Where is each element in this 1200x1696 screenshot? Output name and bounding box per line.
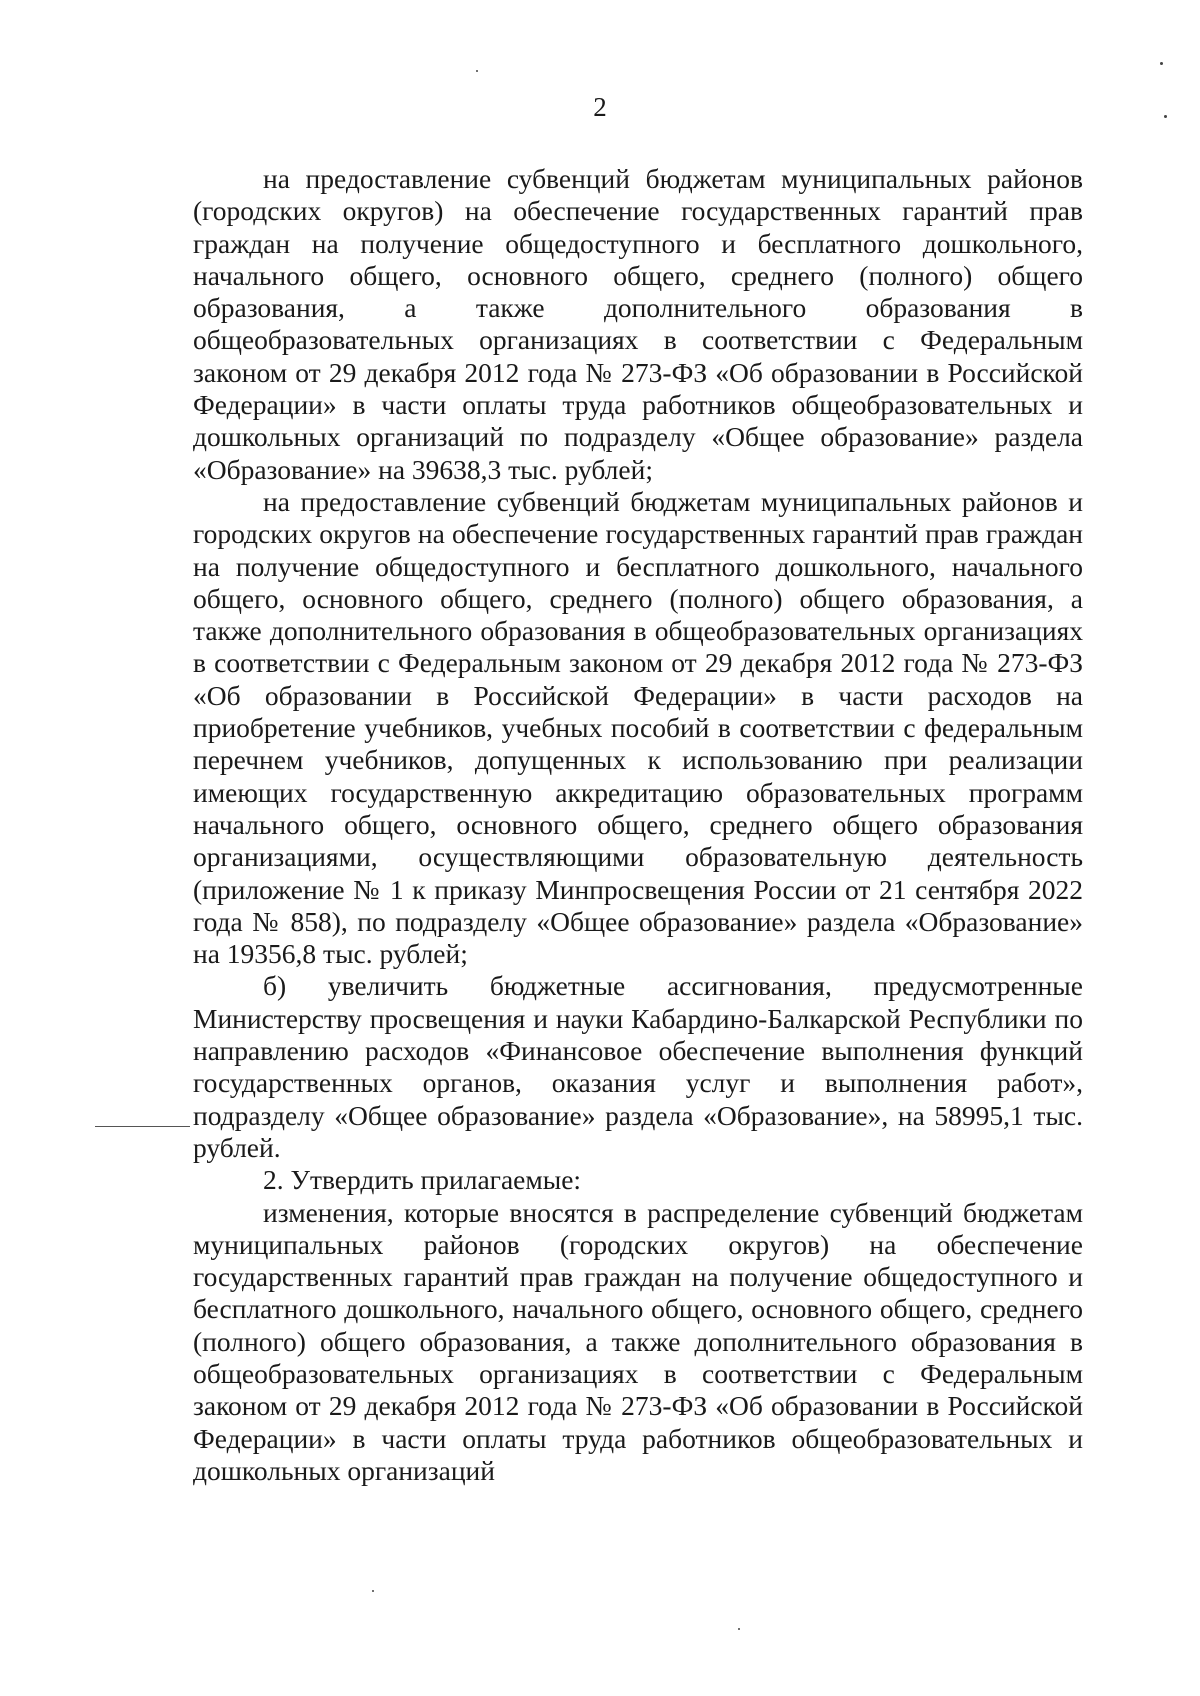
scan-margin-line: [95, 1126, 190, 1127]
paragraph-increase-allocations: б) увеличить бюджетные ассигнования, предусмотренные Министерству просвещения и науки Кабардино-Балкарской Республики по направлению расходов «Финансовое обеспечение выполнения функций государственных органов, оказания услуг и выполнения работ», подразделу «Общее образование» раздела «Образование», на 58995,1 тыс. рублей.: [193, 970, 1083, 1163]
scan-speck: [372, 1590, 374, 1592]
paragraph-approve: 2. Утвердить прилагаемые:: [263, 1164, 582, 1196]
paragraph-changes: изменения, которые вносятся в распределение субвенций бюджетам муниципальных районов (городских округов) на обеспечение государственных гарантий прав граждан на получение общедоступного и бесплатного дошкольного, начального общего, основного общего, среднего (полного) общего образования, а также дополнительного образования в общеобразовательных организациях в соответствии с Федеральным законом от 29 декабря 2012 года № 273-ФЗ «Об образовании в Российской Федерации» в части оплаты труда работников общеобразовательных и дошкольных организаций: [193, 1196, 1083, 1486]
paragraph-subvention-salary: на предоставление субвенций бюджетам муниципальных районов (городских округов) на обеспечение государственных гарантий прав граждан на получение общедоступного и бесплатного дошкольного, начального общего, основного общего, среднего (полного) общего образования, а также дополнительного образования в общеобразовательных организациях в соответствии с Федеральным законом от 29 декабря 2012 года № 273-ФЗ «Об образовании в Российской Федерации» в части оплаты труда работников общеобразовательных и дошкольных организаций по подразделу «Общее образование» раздела «Образование» на 39638,3 тыс. рублей;: [193, 163, 1083, 485]
document-body: [193, 163, 1083, 1487]
page-number: 2: [593, 92, 607, 122]
scan-speck: [1160, 62, 1163, 65]
scan-speck: [1164, 115, 1167, 118]
scan-speck: [738, 1628, 740, 1630]
paragraph-subvention-textbooks: на предоставление субвенций бюджетам муниципальных районов и городских округов на обеспечение государственных гарантий прав граждан на получение общедоступного и бесплатного дошкольного, начального общего, основного общего, среднего (полного) общего образования, а также дополнительного образования в общеобразовательных организациях в соответствии с Федеральным законом от 29 декабря 2012 года № 273-ФЗ «Об образовании в Российской Федерации» в части расходов на приобретение учебников, учебных пособий в соответствии с федеральным перечнем учебников, допущенных к использованию при реализации имеющих государственную аккредитацию образовательных программ начального общего, основного общего, среднего общего образования организациями, осуществляющими образовательную деятельность (приложение № 1 к приказу Минпросвещения России от 21 сентября 2022 года № 858), по подразделу «Общее образование» раздела «Образование» на 19356,8 тыс. рублей;: [193, 485, 1083, 970]
scan-speck: [476, 70, 478, 72]
